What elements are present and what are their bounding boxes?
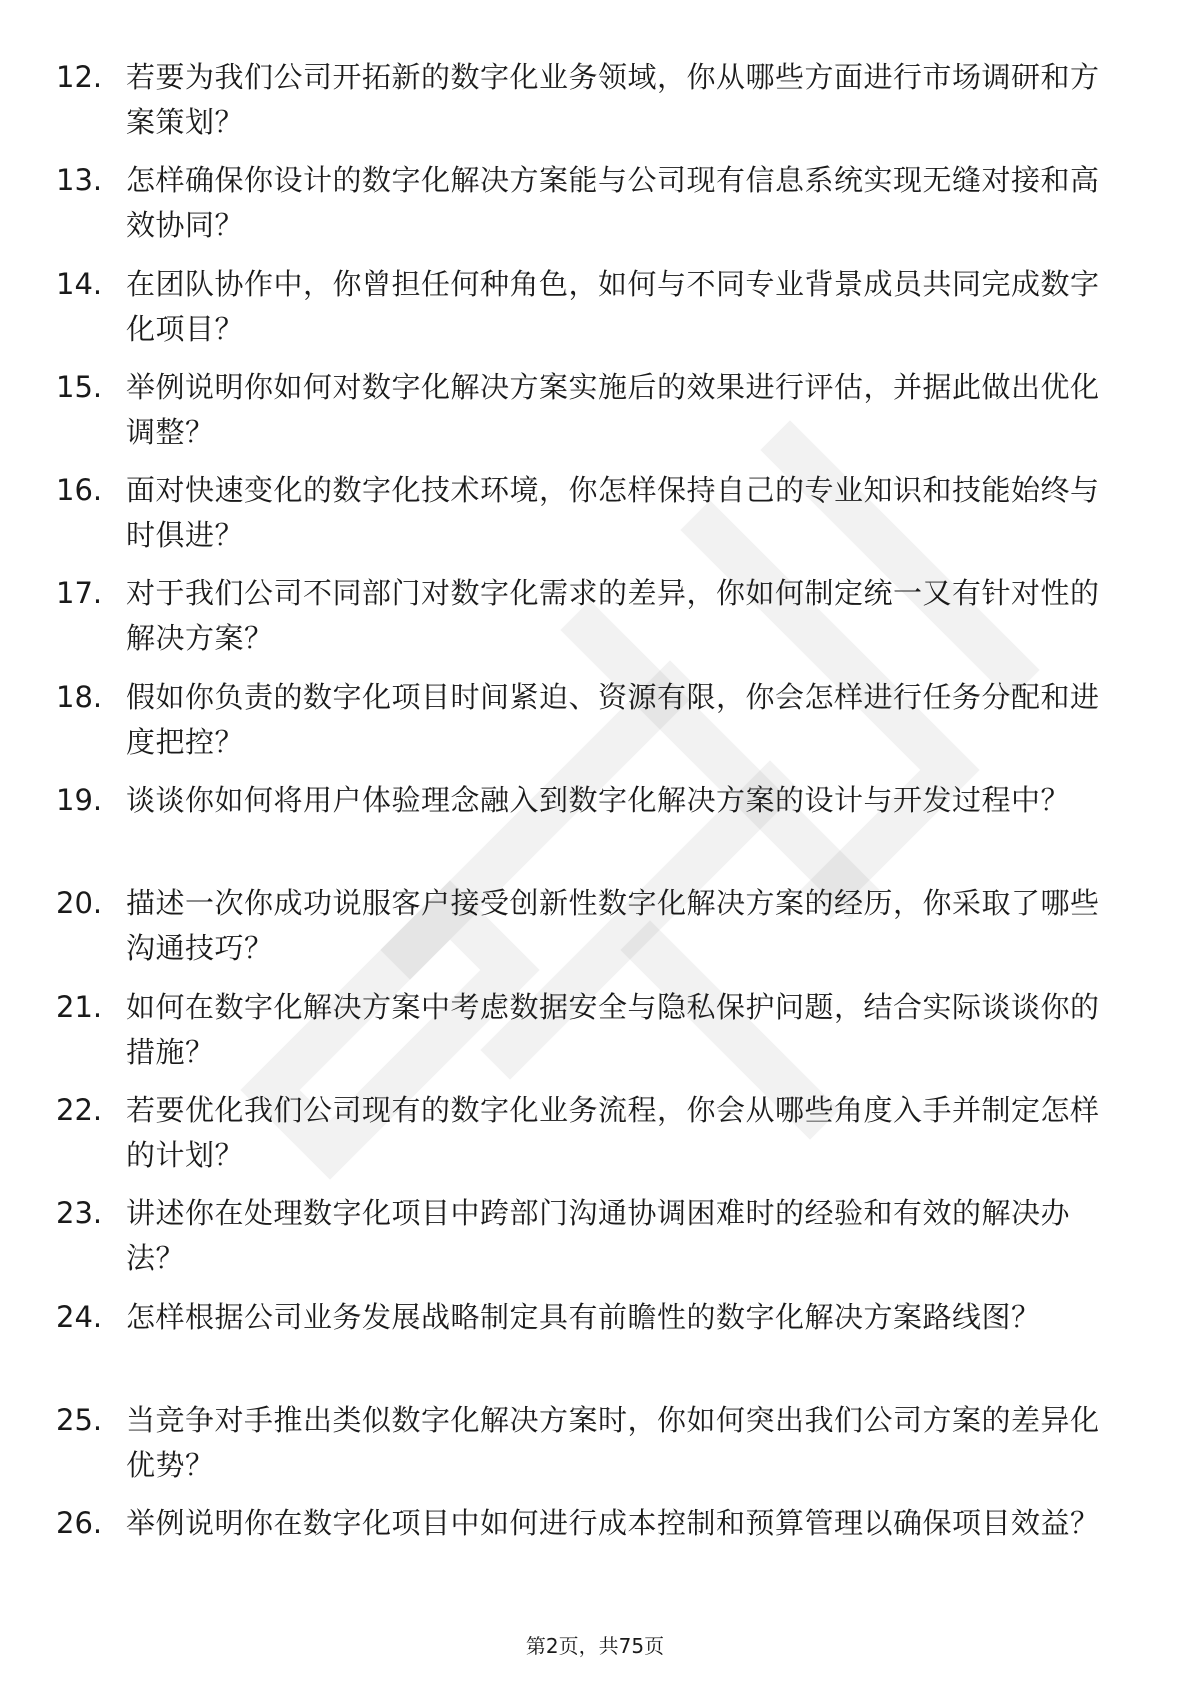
- question-number: 13.: [56, 163, 103, 198]
- question-item: [56, 881, 1116, 984]
- question-text: 对于我们公司不同部门对数字化需求的差异，你如何制定统一又有针对性的解决方案？: [126, 576, 1100, 656]
- question-text: 怎样确保你设计的数字化解决方案能与公司现有信息系统实现无缝对接和高效协同？: [126, 163, 1100, 243]
- question-item: [56, 571, 1116, 674]
- question-text: 假如你负责的数字化项目时间紧迫、资源有限，你会怎样进行任务分配和进度把控？: [126, 679, 1100, 759]
- question-text: 举例说明你在数字化项目中如何进行成本控制和预算管理以确保项目效益？: [126, 1506, 1100, 1541]
- question-item: [56, 1295, 1116, 1398]
- question-number: 15.: [56, 369, 103, 404]
- question-number: 18.: [56, 679, 103, 714]
- question-number: 24.: [56, 1299, 103, 1334]
- question-item: [56, 158, 1116, 261]
- question-number: 17.: [56, 576, 103, 611]
- question-item: [56, 985, 1116, 1088]
- question-item: [56, 1398, 1116, 1501]
- question-text: 当竞争对手推出类似数字化解决方案时，你如何突出我们公司方案的差异化优势？: [126, 1402, 1100, 1482]
- question-text: 讲述你在处理数字化项目中跨部门沟通协调困难时的经验和有效的解决办法？: [126, 1196, 1071, 1276]
- question-list: [56, 55, 1116, 1604]
- question-number: 20.: [56, 886, 103, 921]
- question-text: 如何在数字化解决方案中考虑数据安全与隐私保护问题，结合实际谈谈你的措施？: [126, 989, 1100, 1069]
- question-text: 若要优化我们公司现有的数字化业务流程，你会从哪些角度入手并制定怎样的计划？: [126, 1092, 1100, 1172]
- question-number: 22.: [56, 1092, 103, 1127]
- question-text: 若要为我们公司开拓新的数字化业务领域，你从哪些方面进行市场调研和方案策划？: [126, 60, 1100, 139]
- question-text: 面对快速变化的数字化技术环境，你怎样保持自己的专业知识和技能始终与时俱进？: [126, 473, 1100, 553]
- question-number: 14.: [56, 266, 103, 301]
- question-text: 描述一次你成功说服客户接受创新性数字化解决方案的经历，你采取了哪些沟通技巧？: [126, 886, 1100, 966]
- question-number: 12.: [56, 60, 103, 94]
- question-text: 举例说明你如何对数字化解决方案实施后的效果进行评估，并据此做出优化调整？: [126, 369, 1100, 449]
- question-number: 26.: [56, 1506, 103, 1541]
- question-item: [56, 1088, 1116, 1191]
- question-text: 在团队协作中，你曾担任何种角色，如何与不同专业背景成员共同完成数字化项目？: [126, 266, 1100, 346]
- question-item: [56, 262, 1116, 365]
- question-item: [56, 675, 1116, 778]
- page-footer: 第2页，共75页: [525, 1634, 665, 1658]
- question-item: [56, 778, 1116, 881]
- question-item: [56, 468, 1116, 571]
- question-item: [56, 365, 1116, 468]
- question-item: [56, 1501, 1116, 1604]
- question-item: [56, 55, 1116, 158]
- question-text: 谈谈你如何将用户体验理念融入到数字化解决方案的设计与开发过程中？: [126, 783, 1071, 818]
- question-item: [56, 1191, 1116, 1294]
- question-number: 16.: [56, 473, 103, 508]
- question-number: 23.: [56, 1196, 103, 1231]
- question-number: 21.: [56, 989, 103, 1024]
- question-number: 19.: [56, 783, 103, 818]
- question-text: 怎样根据公司业务发展战略制定具有前瞻性的数字化解决方案路线图？: [126, 1299, 1041, 1334]
- question-number: 25.: [56, 1402, 103, 1437]
